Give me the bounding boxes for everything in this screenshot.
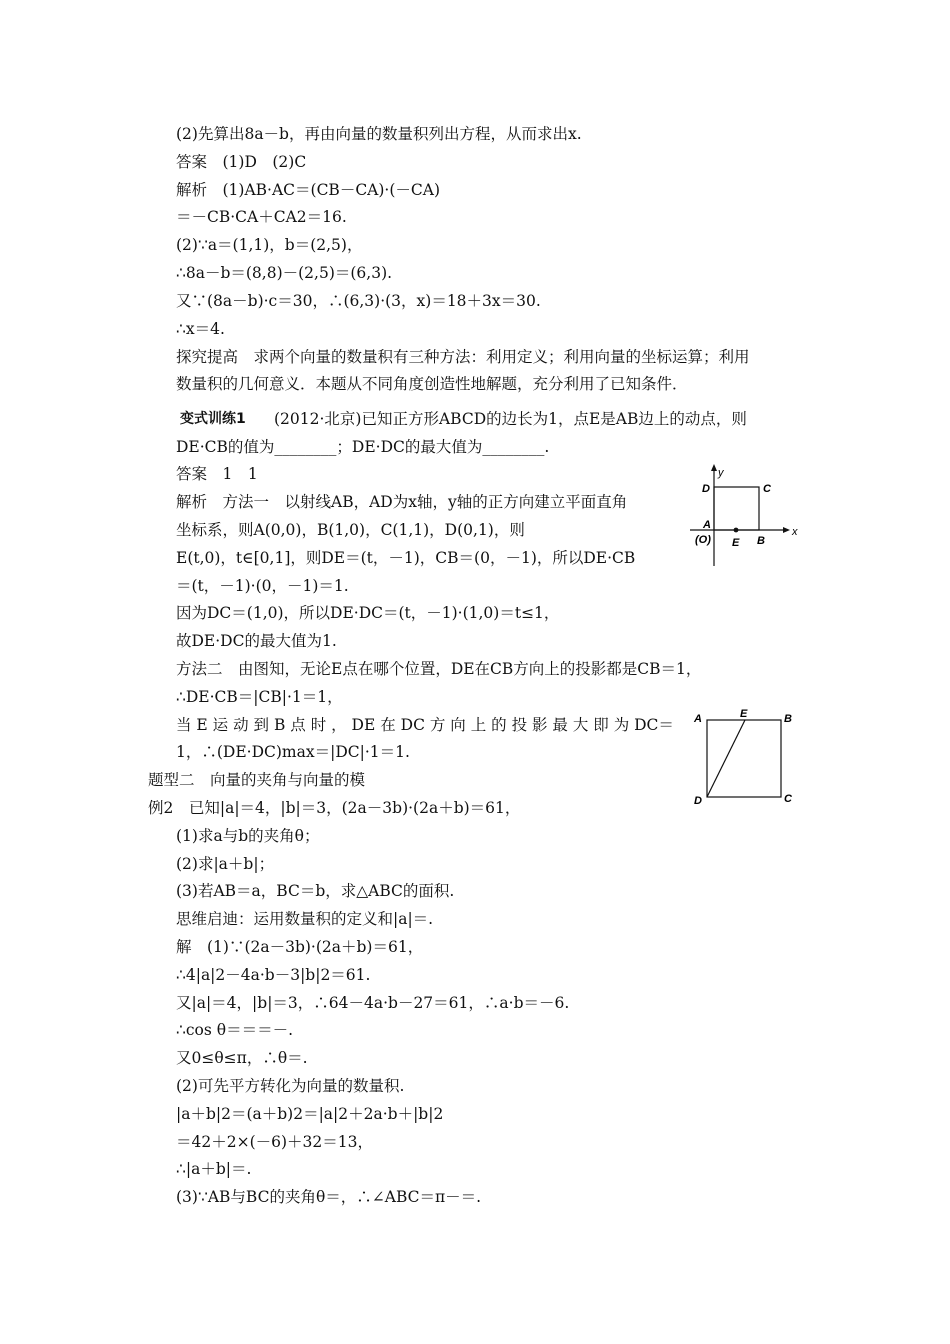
label-a: A — [703, 519, 711, 531]
x-axis-label: x — [792, 526, 798, 538]
segment-de — [707, 720, 745, 797]
text-line-sol-5: 又0≤θ≤π，∴θ＝. — [176, 1049, 308, 1067]
text-line-method1-5: 因为DC＝(1,0)，所以DE·DC＝(t，－1)·(1,0)＝t≤1， — [176, 604, 560, 622]
text-line-method1-4: ＝(t，－1)·(0，－1)＝1. — [176, 577, 349, 595]
y-axis-arrow — [711, 464, 717, 471]
square-abcd — [707, 720, 781, 797]
text-line-analysis-1: 解析 (1)AB·AC＝(CB－CA)·(－CA) — [176, 181, 440, 199]
text-line-method1-3: E(t,0)，t∈[0,1]，则DE＝(t，－1)，CB＝(0，－1)，所以DE·CB — [176, 549, 636, 567]
text-line-analysis-4: ∴8a－b＝(8,8)－(2,5)＝(6,3). — [176, 264, 393, 282]
label-a: A — [694, 713, 702, 725]
text-line-sol-8: ＝42＋2×(－6)＋32＝13， — [176, 1133, 373, 1151]
text-line-sol-2: ∴4|a|2－4a·b－3|b|2＝61. — [176, 966, 371, 984]
variant-training-label: 变式训练1 — [180, 411, 246, 427]
label-e: E — [740, 708, 748, 720]
text-line-variant-1: (2012·北京)已知正方形ABCD的边长为1，点E是AB边上的动点，则 — [274, 410, 747, 428]
text-line-sol-7: |a＋b|2＝(a＋b)2＝|a|2＋2a·b＋|b|2 — [176, 1105, 444, 1123]
label-c: C — [784, 793, 792, 805]
text-line-explore-1: 探究提高 求两个向量的数量积有三种方法：利用定义；利用向量的坐标运算；利用 — [176, 348, 750, 366]
text-line-analysis-6: ∴x＝4. — [176, 320, 225, 338]
text-line-sol-10: (3)∵AB与BC的夹角θ＝，∴∠ABC＝π－＝. — [176, 1188, 482, 1206]
label-b: B — [784, 713, 792, 725]
text-line-sol-3: 又|a|＝4，|b|＝3，∴64－4a·b－27＝61，∴a·b＝－6. — [176, 994, 570, 1012]
text-line-analysis-2: ＝－CB·CA＋CA2＝16. — [176, 208, 347, 226]
text-line-q3: (3)若AB＝a，BC＝b，求△ABC的面积. — [176, 882, 455, 900]
square-abcd — [714, 487, 759, 530]
text-line-analysis-5: 又∵(8a－b)·c＝30，∴(6,3)·(3，x)＝18＋3x＝30. — [176, 292, 541, 310]
label-c: C — [763, 483, 771, 495]
label-d: D — [694, 795, 702, 807]
y-axis-label: y — [718, 467, 724, 479]
text-line-thinking: 思维启迪：运用数量积的定义和|a|＝. — [176, 910, 434, 928]
section-heading-type2: 题型二 向量的夹角与向量的模 — [148, 771, 366, 789]
text-line-method2-1: 方法二 由图知，无论E点在哪个位置，DE在CB方向上的投影都是CB＝1， — [176, 660, 702, 678]
text-line-method1-2: 坐标系，则A(0,0)，B(1,0)，C(1,1)，D(0,1)，则 — [176, 521, 525, 539]
text-line-sol-4: ∴cos θ＝＝＝－. — [176, 1021, 294, 1039]
text-line-sol-9: ∴|a＋b|＝. — [176, 1160, 252, 1178]
x-axis-arrow — [783, 527, 790, 533]
square-de-figure — [690, 708, 802, 808]
label-origin: (O) — [695, 534, 711, 546]
text-line-method2-2: ∴DE·CB＝|CB|·1＝1， — [176, 688, 343, 706]
text-line-q1: (1)求a与b的夹角θ； — [176, 827, 320, 845]
text-line-method1-1: 解析 方法一 以射线AB，AD为x轴，y轴的正方向建立平面直角 — [176, 493, 628, 511]
label-e: E — [732, 537, 740, 549]
coordinate-square-figure — [686, 462, 802, 568]
text-line-method1-6: 故DE·DC的最大值为1. — [176, 632, 337, 650]
text-line-sol-6: (2)可先平方转化为向量的数量积. — [176, 1077, 405, 1095]
text-line-analysis-3: (2)∵a＝(1,1)，b＝(2,5)， — [176, 236, 363, 254]
point-e-dot — [734, 528, 739, 533]
text-line-q2: (2)求|a＋b|； — [176, 855, 275, 873]
label-d: D — [702, 483, 710, 495]
text-line-variant-answer: 答案 1 1 — [176, 465, 258, 483]
text-line-explore-2: 数量积的几何意义．本题从不同角度创造性地解题，充分利用了已知条件． — [176, 375, 688, 393]
text-line-method2-4: 1，∴(DE·DC)max＝|DC|·1＝1. — [176, 743, 410, 761]
text-line-answer: 答案 (1)D (2)C — [176, 153, 307, 171]
text-line-hint2: (2)先算出8a－b，再由向量的数量积列出方程，从而求出x. — [176, 125, 582, 143]
text-line-example2: 例2 已知|a|＝4，|b|＝3，(2a－3b)·(2a＋b)＝61， — [148, 799, 521, 817]
label-b: B — [757, 535, 765, 547]
text-line-method2-3: 当 E 运 动 到 B 点 时 ， DE 在 DC 方 向 上 的 投 影 最 大 即 为 DC＝ — [176, 716, 674, 734]
text-line-sol-1: 解 (1)∵(2a－3b)·(2a＋b)＝61， — [176, 938, 424, 956]
text-line-variant-2: DE·CB的值为________；DE·DC的最大值为________. — [176, 438, 550, 456]
